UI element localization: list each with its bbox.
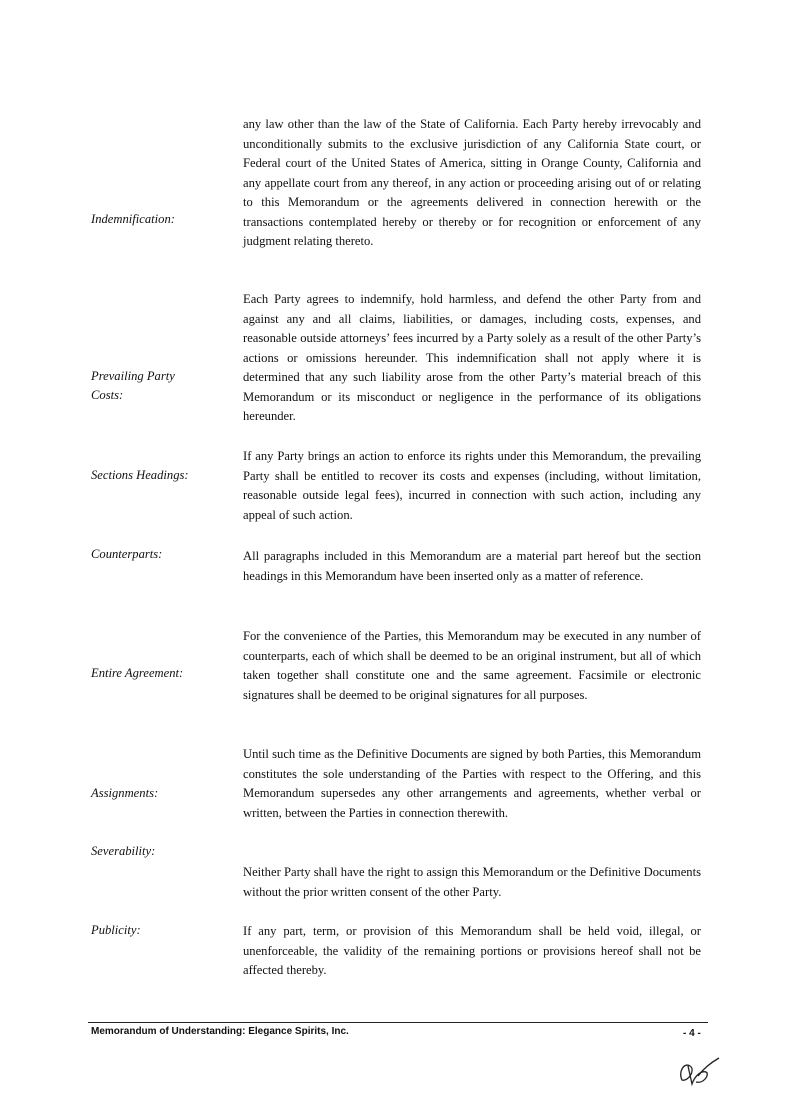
indemnification-paragraph: Each Party agrees to indemnify, hold harmless, and defend the other Party from and against any and all claims, liabilities, or damages, including costs, expenses, and reasonable outside attorneys’ fees incurred by a Party solely as a result of the other Party’s actions or omissions hereunder. This indemnification shall not apply where it is determined that any such liability arose from the other Party’s material breach of this Memorandum or its misconduct or negligence in the performance of its obligations hereunder. — [243, 292, 701, 423]
footer-rule — [88, 1022, 708, 1023]
counterparts-paragraph: For the convenience of the Parties, this Memorandum may be executed in any number of counterparts, each of which shall be deemed to be an original instrument, but all of which taken together shall constitute one and the same agreement. Facsimile or electronic signatures shall be deemed to be original signatures for all purposes. — [243, 629, 701, 702]
publicity-label: Publicity: — [91, 923, 141, 937]
indemnification-label: Indemnification: — [91, 212, 175, 226]
assignments-label: Assignments: — [91, 786, 159, 800]
sections-headings-label: Sections Headings: — [91, 468, 189, 482]
handwritten-initials-icon — [672, 1050, 722, 1090]
severability-label: Severability: — [91, 844, 156, 858]
prevailing-party-label-line1: Prevailing Party — [91, 369, 175, 383]
prevailing-party-paragraph: If any Party brings an action to enforce its rights under this Memorandum, the prevailing Party shall be entitled to recover its costs and expenses (including, without limitation, reasonable outside legal fees), incurred in connection with such action, including any appeal of such action. — [243, 449, 701, 522]
assignments-paragraph: Neither Party shall have the right to assign this Memorandum or the Definitive Documents without the prior written consent of the other Party. — [243, 865, 701, 899]
governing-law-paragraph: any law other than the law of the State of California. Each Party hereby irrevocably and unconditionally submits to the exclusive jurisdiction of any California State court, or Federal court of the United States of America, sitting in Orange County, California and any appellate court from any thereof, in any action or proceeding arising out of or relating to this Memorandum or the agreements delivered in connection herewith or the transactions contemplated hereby or thereby or for recognition or enforcement of any judgment relating thereto. — [243, 117, 701, 248]
entire-agreement-paragraph: Until such time as the Definitive Documents are signed by both Parties, this Memorandum constitutes the sole understanding of the Parties with respect to the Offering, and this Memorandum supersedes any other arrangements and agreements, whether verbal or written, between the Parties in connection therewith. — [243, 747, 701, 820]
severability-paragraph: If any part, term, or provision of this Memorandum shall be held void, illegal, or unenforceable, the validity of the remaining portions or provisions hereof shall not be affected thereby. — [243, 924, 701, 977]
counterparts-label: Counterparts: — [91, 547, 163, 561]
sections-headings-paragraph: All paragraphs included in this Memorandum are a material part hereof but the section headings in this Memorandum have been inserted only as a matter of reference. — [243, 549, 701, 583]
footer-title: Memorandum of Understanding: Elegance Spirits, Inc. — [91, 1026, 349, 1037]
prevailing-party-label-line2: Costs: — [91, 388, 124, 402]
page-number: - 4 - — [683, 1028, 701, 1039]
entire-agreement-label: Entire Agreement: — [91, 666, 184, 680]
